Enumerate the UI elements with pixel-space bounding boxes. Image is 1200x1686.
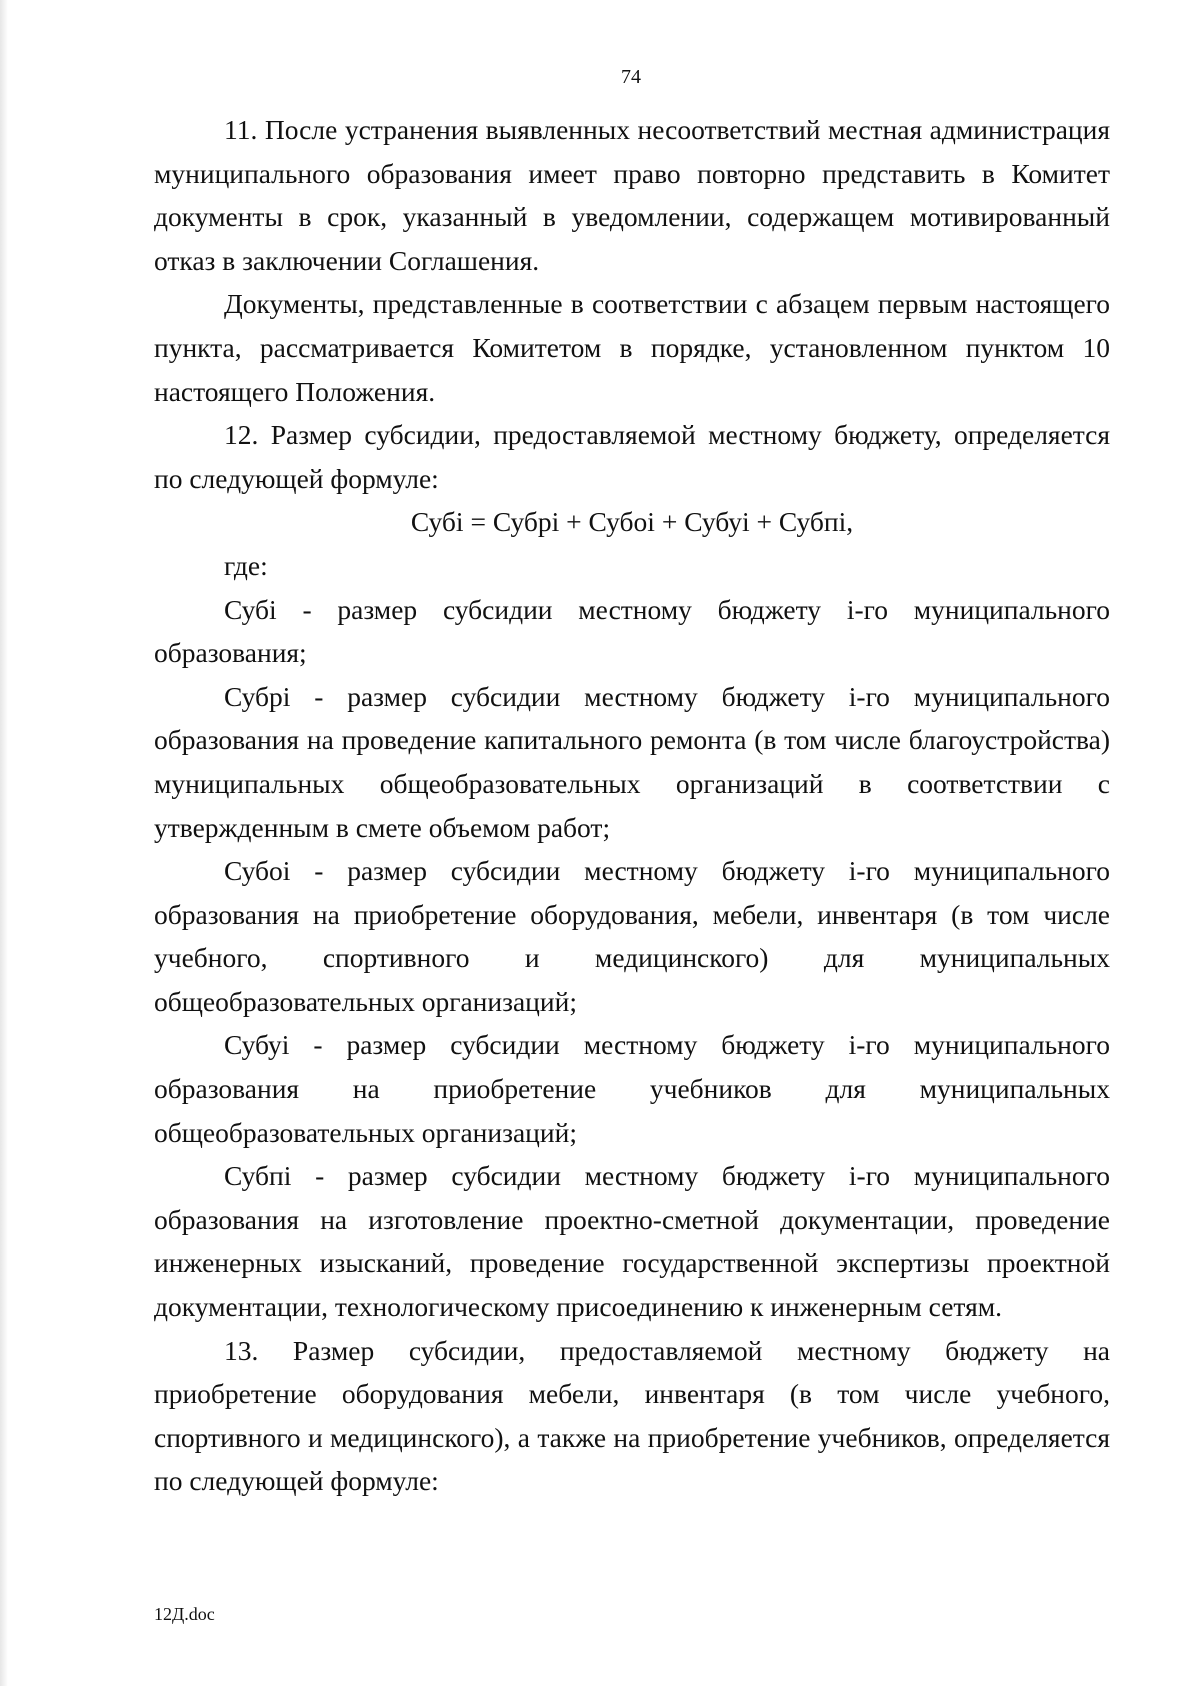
footer-filename: 12Д.doc <box>154 1604 215 1624</box>
definition-subui: Субуі - размер субсидии местному бюджету і-го муниципального образования на приобретение учебников для муниципальных общеобразовательных организаций; <box>154 1029 1110 1148</box>
definition-subri: Субрі - размер субсидии местному бюджету і-го муниципального образования на проведение капитального ремонта (в том числе благоустройства) муниципальных общеобразовательных организаций в соответствии с утвержденным в смете объемом работ; <box>154 680 1110 843</box>
page-number: 74 <box>621 66 641 88</box>
paragraph-11: 11. После устранения выявленных несоответствий местная администрация муниципального образования имеет право повторно представить в Комитет документы в срок, указанный в уведомлении, содержащем мотивированный отказ в заключении Соглашения. <box>154 114 1110 276</box>
formula-line: Субі = Субрі + Субоі + Субуі + Субпі, <box>410 506 854 538</box>
definition-subi: Субі - размер субсидии местному бюджету і-го муниципального образования; <box>154 593 1110 669</box>
paragraph-13: 13. Размер субсидии, предоставляемой местному бюджету на приобретение оборудования мебели, инвентаря (в том числе учебного, спортивного и медицинского), а также на приобретение учебников, определяется по следующей формуле: <box>154 1334 1110 1497</box>
scan-edge <box>0 0 8 1686</box>
paragraph-where: где: <box>224 549 268 581</box>
definition-suboi: Субоі - размер субсидии местному бюджету і-го муниципального образования на приобретение оборудования, мебели, инвентаря (в том числе учебного, спортивного и медицинского) для муниципальных общеобразовательных организаций; <box>154 855 1110 1017</box>
definition-subpi: Субпі - размер субсидии местному бюджету і-го муниципального образования на изготовление проектно-сметной документации, проведение инженерных изысканий, проведение государственной экспертизы проектной документации, технологическому присоединению к инженерным сетям. <box>154 1160 1110 1323</box>
paragraph-12: 12. Размер субсидии, предоставляемой местному бюджету, определяется по следующей формуле: <box>154 419 1110 494</box>
paragraph-documents: Документы, представленные в соответствии с абзацем первым настоящего пункта, рассматривается Комитетом в порядке, установленном пунктом 10 настоящего Положения. <box>154 288 1110 407</box>
document-body <box>154 108 1110 1503</box>
